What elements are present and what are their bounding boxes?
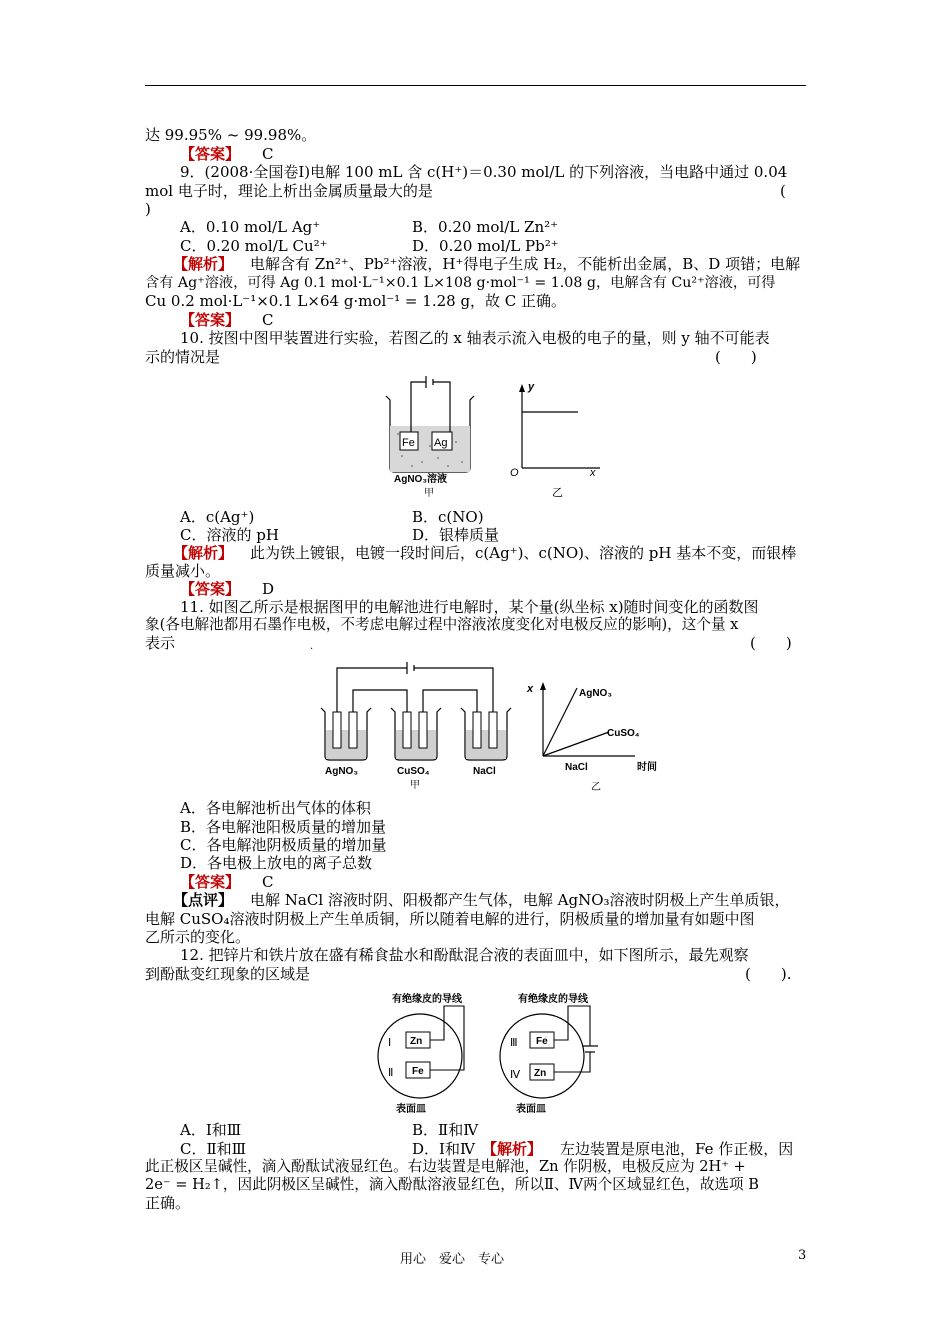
analysis-label: 【解析】 <box>173 544 234 562</box>
zone-label-3: Ⅲ <box>510 1037 518 1049</box>
fe-label-right: Fe <box>536 1036 548 1047</box>
q10-bracket: ( ) <box>715 348 757 366</box>
q9-analysis-cont: 含有 Ag⁺溶液，可得 Ag 0.1 mol·L⁻¹×0.1 L×108 g·mol⁻¹ = 1.08 g，电解含有 Cu²⁺溶液，可得 <box>145 275 776 291</box>
q11-comment-cont: 电解 CuSO₄溶液时阴极上产生单质铜，所以随着电解的进行，阴极质量的增加量有如题中图 <box>145 910 755 928</box>
zone-label-4: Ⅳ <box>510 1069 521 1081</box>
plate-label-left: 表面皿 <box>396 1104 426 1115</box>
plate-label-right: 表面皿 <box>516 1104 546 1115</box>
answer-value: C <box>262 311 274 329</box>
y-axis-label: y <box>528 381 535 393</box>
ag-label: Ag <box>434 437 448 449</box>
q11-option-a: A．各电解池析出气体的体积 <box>180 799 371 817</box>
q9-option-b: B．0.20 mol/L Zn²⁺ <box>412 218 559 236</box>
fe-label-left: Fe <box>412 1066 424 1077</box>
q9-bracket-close: ) <box>145 200 151 218</box>
wire-right-lower <box>554 1052 590 1072</box>
q9-stem-cont: mol 电子时，理论上析出金属质量最大的是 <box>145 182 433 200</box>
cell-label-agno3: AgNO₃ <box>325 766 358 777</box>
q10-option-d: D．银棒质量 <box>412 526 500 544</box>
cell-label-cuso4: CuSO₄ <box>397 766 430 777</box>
zone-label-2: Ⅱ <box>388 1067 394 1079</box>
q12-analysis-end: 正确。 <box>145 1194 191 1212</box>
text-line: 达 99.95% ~ 99.98%。 <box>145 126 317 144</box>
q12-option-b: B．Ⅱ和Ⅳ <box>412 1121 479 1139</box>
zn-label-right: Zn <box>534 1068 547 1079</box>
x-axis-label: x <box>527 683 534 695</box>
answer-value: C <box>262 145 274 163</box>
figure-b-label: 乙 <box>552 487 563 499</box>
header-rule <box>145 85 806 86</box>
q12-bracket: ( ). <box>745 965 792 983</box>
q11-stem-end: 表示 <box>145 634 176 652</box>
q11-comment-end: 乙所示的变化。 <box>145 928 251 946</box>
q11-figure <box>315 660 675 794</box>
y-axis <box>522 388 600 468</box>
q10-option-c: C．溶液的 pH <box>180 526 279 544</box>
q9-analysis-end: Cu 0.2 mol·L⁻¹×0.1 L×64 g·mol⁻¹ = 1.28 g，故 C 正确。 <box>145 292 567 310</box>
q11-option-d: D．各电极上放电的离子总数 <box>180 854 373 872</box>
q11-option-c: C．各电解池阴极质量的增加量 <box>180 836 387 854</box>
q10-figure <box>378 368 608 503</box>
q10-analysis-cont: 质量减小。 <box>145 562 221 580</box>
q12-option-d: D．Ⅰ和Ⅳ <box>412 1140 475 1158</box>
q12-option-a: A．Ⅰ和Ⅲ <box>180 1121 242 1139</box>
figure-a-label: 甲 <box>410 780 420 791</box>
q12-figure <box>372 990 632 1116</box>
q9-bracket-open: ( <box>780 182 786 200</box>
answer-value: C <box>262 873 274 891</box>
series-label-cuso4: CuSO₄ <box>607 728 640 739</box>
circuit-wire <box>337 662 493 712</box>
q11-option-b: B．各电解池阳极质量的增加量 <box>180 818 387 836</box>
answer-label: 【答案】 <box>180 873 241 891</box>
q11-comment: 电解 NaCl 溶液时阴、阳极都产生气体，电解 AgNO₃溶液时阴极上产生单质银， <box>250 891 790 909</box>
q12-option-c: C．Ⅱ和Ⅲ <box>180 1140 247 1158</box>
q11-bracket: ( ) <box>750 634 792 652</box>
q12-stem: 12. 把锌片和铁片放在盛有稀食盐水和酚酞混合液的表面皿中，如下图所示，最先观察 <box>180 946 749 964</box>
footer-motto: 用心 爱心 专心 <box>400 1252 505 1267</box>
analysis-label: 【解析】 <box>173 255 234 273</box>
q10-option-a: A．c(Ag⁺) <box>180 508 255 526</box>
figure-a-label: 甲 <box>424 488 434 499</box>
figure-b-label: 乙 <box>591 782 601 793</box>
q10-stem: 10. 按图中图甲装置进行实验，若图乙的 x 轴表示流入电极的电子的量，则 y 轴不可能表 <box>180 329 770 347</box>
right-dish <box>500 1014 584 1098</box>
origin-label: O <box>510 467 519 479</box>
time-axis-label: 时间 <box>637 762 657 773</box>
analysis-label: 【解析】 <box>482 1140 543 1158</box>
q12-stem-cont: 到酚酞变红现象的区域是 <box>145 965 311 983</box>
circuit-wire <box>411 376 450 432</box>
q9-analysis: 电解含有 Zn²⁺、Pb²⁺溶液，H⁺得电子生成 H₂，不能析出金属，B、D 项错；电解 <box>250 255 801 273</box>
zone-label-1: Ⅰ <box>388 1037 392 1049</box>
answer-value: D <box>262 580 275 598</box>
wire-label-left: 有绝缘皮的导线 <box>392 994 462 1005</box>
answer-label: 【答案】 <box>180 311 241 329</box>
answer-label: 【答案】 <box>180 580 241 598</box>
answer-label: 【答案】 <box>180 145 241 163</box>
fe-label: Fe <box>402 437 415 449</box>
q12-analysis: 左边装置是原电池，Fe 作正极，因 <box>560 1140 794 1158</box>
zn-label-left: Zn <box>410 1036 423 1047</box>
q9-stem: 9．(2008·全国卷Ⅰ)电解 100 mL 含 c(H⁺)＝0.30 mol/L 的下列溶液，当电路中通过 0.04 <box>180 163 788 181</box>
solution-label: AgNO₃溶液 <box>394 474 447 485</box>
comment-label: 【点评】 <box>173 891 234 909</box>
y-arrow <box>519 384 525 392</box>
q9-option-a: A．0.10 mol/L Ag⁺ <box>180 218 321 236</box>
left-dish <box>378 1014 462 1098</box>
series-label-nacl: NaCl <box>565 762 588 773</box>
q11-stem-cont: 象(各电解池都用石墨作电极，不考虑电解过程中溶液浓度变化对电极反应的影响)，这个量 x <box>145 616 739 633</box>
series-label-agno3: AgNO₃ <box>579 688 612 699</box>
stray-dot: . <box>310 641 314 652</box>
q12-analysis-cont: 此正极区呈碱性，滴入酚酞试液显红色。右边装置是电解池，Zn 作阴极，电极反应为 2H⁺ + <box>145 1158 746 1175</box>
q9-option-c: C．0.20 mol/L Cu²⁺ <box>180 237 328 255</box>
x-axis-label: x <box>590 467 596 479</box>
cell-label-nacl: NaCl <box>473 766 496 777</box>
q10-analysis: 此为铁上镀银，电镀一段时间后，c(Ag⁺)、c(NO)、溶液的 pH 基本不变，而银棒 <box>250 544 797 562</box>
wire-label-right: 有绝缘皮的导线 <box>518 994 588 1005</box>
q10-stem-cont: 示的情况是 <box>145 348 221 366</box>
y-arrow <box>540 682 546 690</box>
q12-analysis-cont2: 2e⁻ = H₂↑，因此阴极区呈碱性，滴入酚酞溶液显红色，所以Ⅱ、Ⅳ两个区域显红色，故选项 B <box>145 1176 759 1193</box>
q9-option-d: D．0.20 mol/L Pb²⁺ <box>412 237 559 255</box>
q11-stem: 11. 如图乙所示是根据图甲的电解池进行电解时，某个量(纵坐标 x)随时间变化的函数图 <box>180 598 759 616</box>
wire-left <box>430 1006 464 1070</box>
page-number: 3 <box>798 1248 807 1263</box>
battery-icon <box>582 1046 598 1052</box>
q10-option-b: B．c(NO) <box>412 508 484 526</box>
